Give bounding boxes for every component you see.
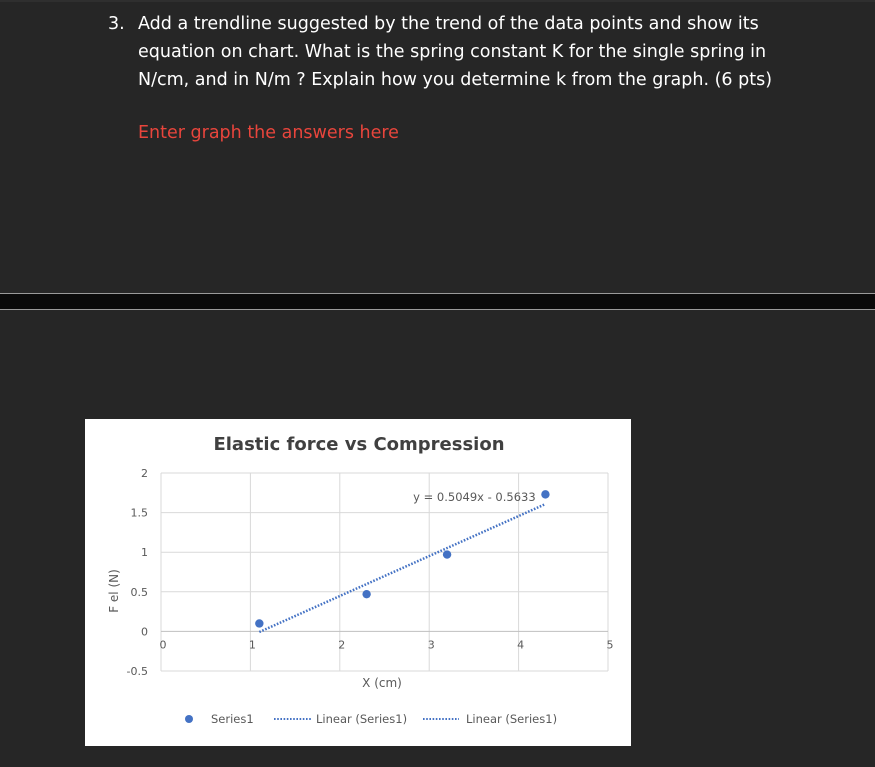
y-tick-label: 0.5 [130,585,148,599]
legend [185,712,557,726]
x-tick-label: 3 [427,638,435,652]
y-tick-label: 1.5 [130,506,148,520]
x-tick-label: 2 [338,638,346,652]
legend-label: Linear (Series1) [466,712,558,726]
y-tick-label: 2 [141,467,148,480]
legend-marker-series1 [185,715,193,723]
x-tick-label: 5 [606,638,614,652]
x-tick-labels [160,638,614,651]
y-tick-label: 0 [141,625,148,639]
data-point [255,619,263,627]
x-axis-label: X (cm) [362,676,402,690]
question-block [108,10,788,94]
vertical-gridlines [161,473,608,671]
legend-label: Linear (Series1) [316,712,408,726]
trendline [259,504,545,632]
legend-label: Series1 [211,712,254,726]
y-tick-labels [127,467,148,678]
trendline-group [259,504,545,632]
chart-card[interactable] [85,419,631,746]
data-point [362,590,370,598]
x-tick-label: 0 [159,638,167,652]
data-points [255,490,549,627]
x-tick-label: 1 [248,638,256,652]
question-text: Add a trendline suggested by the trend of the data points and show its equation on chart. What is the spring constant K for the single spring in N/cm, and in N/m ? Explain how you determine k from the graph. (6 pts) [138,14,773,90]
page-divider [0,293,875,310]
top-edge-line [0,0,875,2]
data-point [541,490,549,498]
horizontal-gridlines [161,473,608,671]
y-tick-label: 1 [141,546,148,560]
data-point [443,550,451,558]
y-axis-label: F el (N) [107,569,121,613]
trendline-equation: y = 0.5049x - 0.5633 [413,490,536,505]
scatter-chart [85,419,631,746]
y-tick-label: -0.5 [126,665,148,678]
answer-prompt[interactable]: Enter graph the answers here [138,123,399,143]
x-tick-label: 4 [517,638,525,652]
question-number: 3. [108,14,125,34]
chart-title: Elastic force vs Compression [213,434,505,455]
